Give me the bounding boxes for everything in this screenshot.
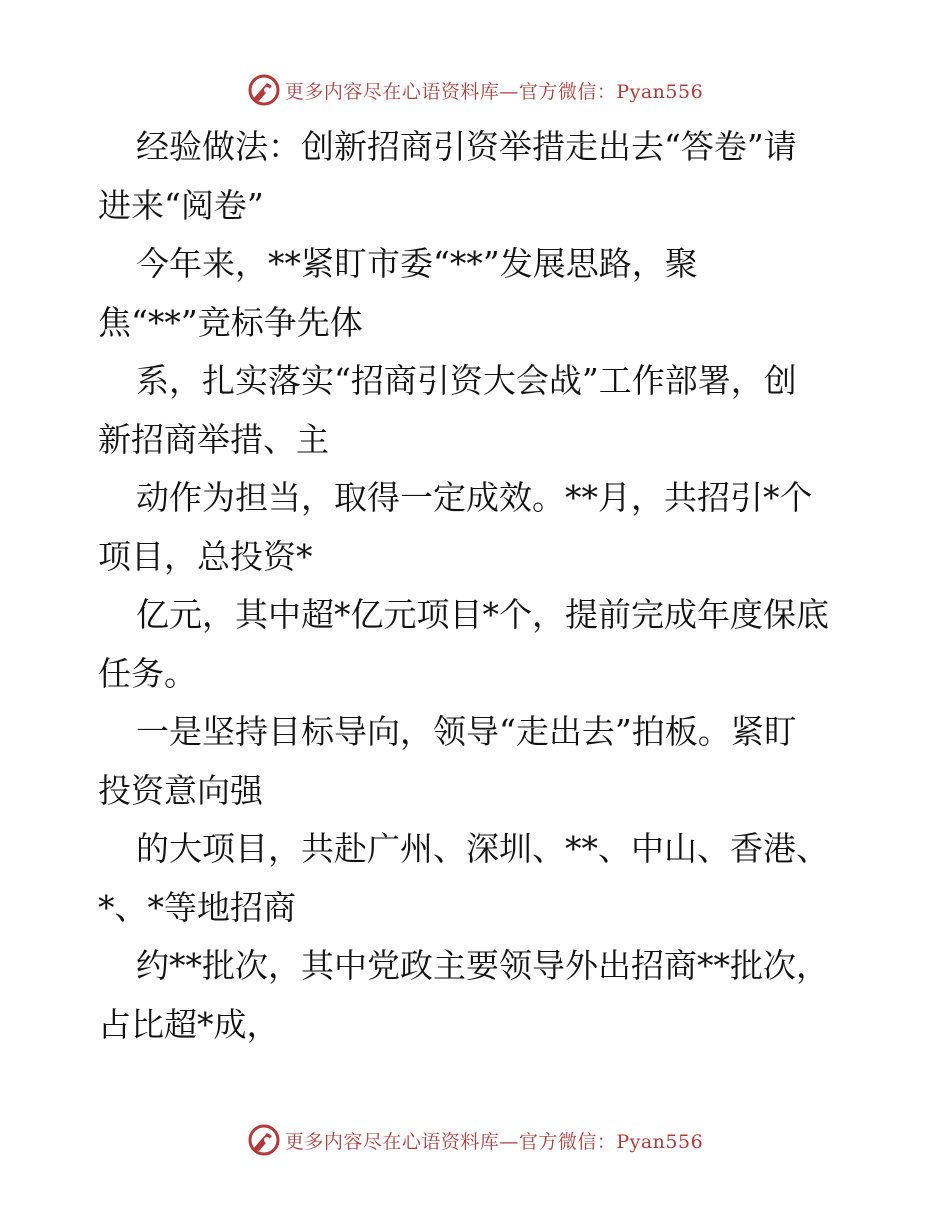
text-line: 系，扎实落实“招商引资大会战”工作部署，创 <box>136 361 797 400</box>
text-line: 新招商举措、主 <box>98 419 329 459</box>
text-line: 今年来，**紧盯市委“**”发展思路，聚 <box>136 244 698 283</box>
text-line: 亿元，其中超*亿元项目*个，提前完成年度保底 <box>136 595 829 634</box>
text-line: 约**批次，其中党政主要领导外出招商**批次， <box>136 946 829 985</box>
text-line: 投资意向强 <box>98 770 263 810</box>
text-line: 一是坚持目标导向，领导“走出去”拍板。紧盯 <box>136 712 797 751</box>
text-line: 任务。 <box>98 653 197 693</box>
watermark-text: 更多内容尽在心语资料库—官方微信：Pyan556 <box>284 1130 704 1153</box>
text-line: 焦“**”竞标争先体 <box>98 302 363 342</box>
pen-nib-logo-icon <box>247 1123 281 1157</box>
text-line: 占比超*成， <box>98 1004 280 1044</box>
text-line: 项目，总投资* <box>98 536 313 576</box>
document-body <box>98 118 858 1054</box>
text-line: 经验做法：创新招商引资举措走出去“答卷”请 <box>136 127 797 166</box>
text-line: 进来“阅卷” <box>98 185 264 225</box>
footer-watermark <box>0 1120 950 1160</box>
header-watermark <box>0 70 950 110</box>
pen-nib-logo-icon <box>247 73 281 107</box>
text-line: 的大项目，共赴广州、深圳、**、中山、香港、 <box>136 829 829 868</box>
text-line: *、*等地招商 <box>98 887 296 927</box>
text-line: 动作为担当，取得一定成效。**月，共招引*个 <box>136 478 813 517</box>
watermark-text: 更多内容尽在心语资料库—官方微信：Pyan556 <box>284 80 704 103</box>
